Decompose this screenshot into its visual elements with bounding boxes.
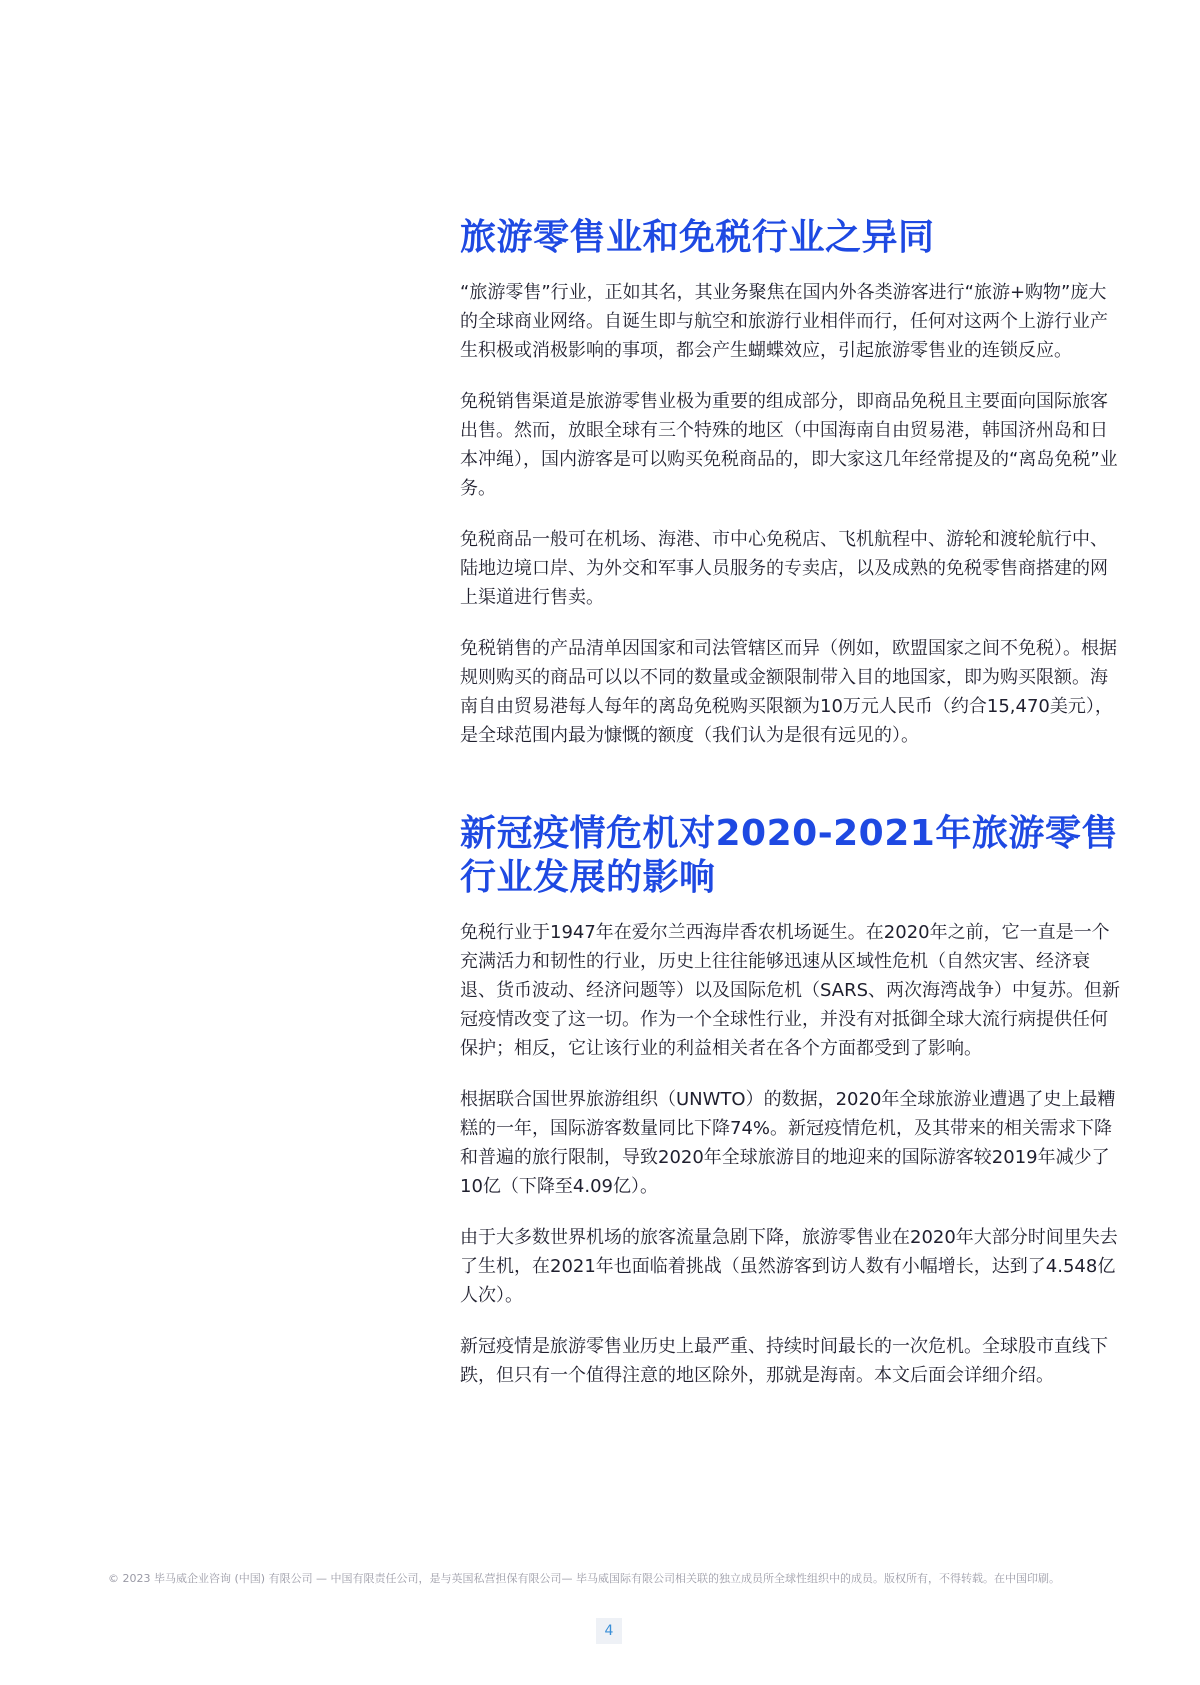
paragraph: 免税商品一般可在机场、海港、市中心免税店、飞机航程中、游轮和渡轮航行中、陆地边境口岸、为外交和军事人员服务的专卖店，以及成熟的免税零售商搭建的网上渠道进行售卖。 [460,529,1108,608]
section-title: 旅游零售业和免税行业之异同 [460,217,935,258]
paragraph: 免税行业于1947年在爱尔兰西海岸香农机场诞生。在2020年之前，它一直是一个充满活力和韧性的行业，历史上往往能够迅速从区域性危机（自然灾害、经济衰退、货币波动、经济问题等）以及国际危机（SARS、两次海湾战争）中复苏。但新冠疫情改变了这一切。作为一个全球性行业，并没有对抵御全球大流行病提供任何保护；相反，它让该行业的利益相关者在各个方面都受到了影响。 [460,922,1121,1059]
paragraph: 根据联合国世界旅游组织（UNWTO）的数据，2020年全球旅游业遭遇了史上最糟糕的一年，国际游客数量同比下降74%。新冠疫情危机，及其带来的相关需求下降和普遍的旅行限制，导致2020年全球旅游目的地迎来的国际游客较2019年减少了10亿（下降至4.09亿）。 [460,1089,1116,1197]
paragraph: 免税销售渠道是旅游零售业极为重要的组成部分，即商品免税且主要面向国际旅客出售。然而，放眼全球有三个特殊的地区（中国海南自由贸易港，韩国济州岛和日本冲绳），国内游客是可以购买免税商品的，即大家这几年经常提及的“离岛免税”业务。 [460,391,1118,499]
paragraph: 由于大多数世界机场的旅客流量急剧下降，旅游零售业在2020年大部分时间里失去了生机，在2021年也面临着挑战（虽然游客到访人数有小幅增长，达到了4.548亿人次）。 [460,1227,1118,1306]
main-content [460,216,1120,1412]
paragraph: 免税销售的产品清单因国家和司法管辖区而异（例如，欧盟国家之间不免税）。根据规则购买的商品可以以不同的数量或金额限制带入目的地国家，即为购买限额。海南自由贸易港每人每年的离岛免税购买限额为10万元人民币（约合15,470美元），是全球范围内最为慷慨的额度（我们认为是很有远见的）。 [460,638,1117,746]
paragraph: “旅游零售”行业，正如其名，其业务聚焦在国内外各类游客进行“旅游+购物”庞大的全球商业网络。自诞生即与航空和旅游行业相伴而行，任何对这两个上游行业产生积极或消极影响的事项，都会产生蝴蝶效应，引起旅游零售业的连锁反应。 [460,282,1108,361]
footer-copyright: © 2023 毕马威企业咨询 (中国) 有限公司 — 中国有限责任公司，是与英国私营担保有限公司— 毕马威国际有限公司相关联的独立成员所全球性组织中的成员。版权所有，不得转载。在中国印刷。 [108,1572,1061,1585]
page-number: 4 [596,1618,622,1644]
section-title: 新冠疫情危机对2020-2021年旅游零售行业发展的影响 [460,813,1118,898]
paragraph: 新冠疫情是旅游零售业历史上最严重、持续时间最长的一次危机。全球股市直线下跌，但只有一个值得注意的地区除外，那就是海南。本文后面会详细介绍。 [460,1336,1108,1386]
section-covid-impact [460,812,1120,1390]
section-travel-retail-vs-duty-free [460,216,1120,750]
